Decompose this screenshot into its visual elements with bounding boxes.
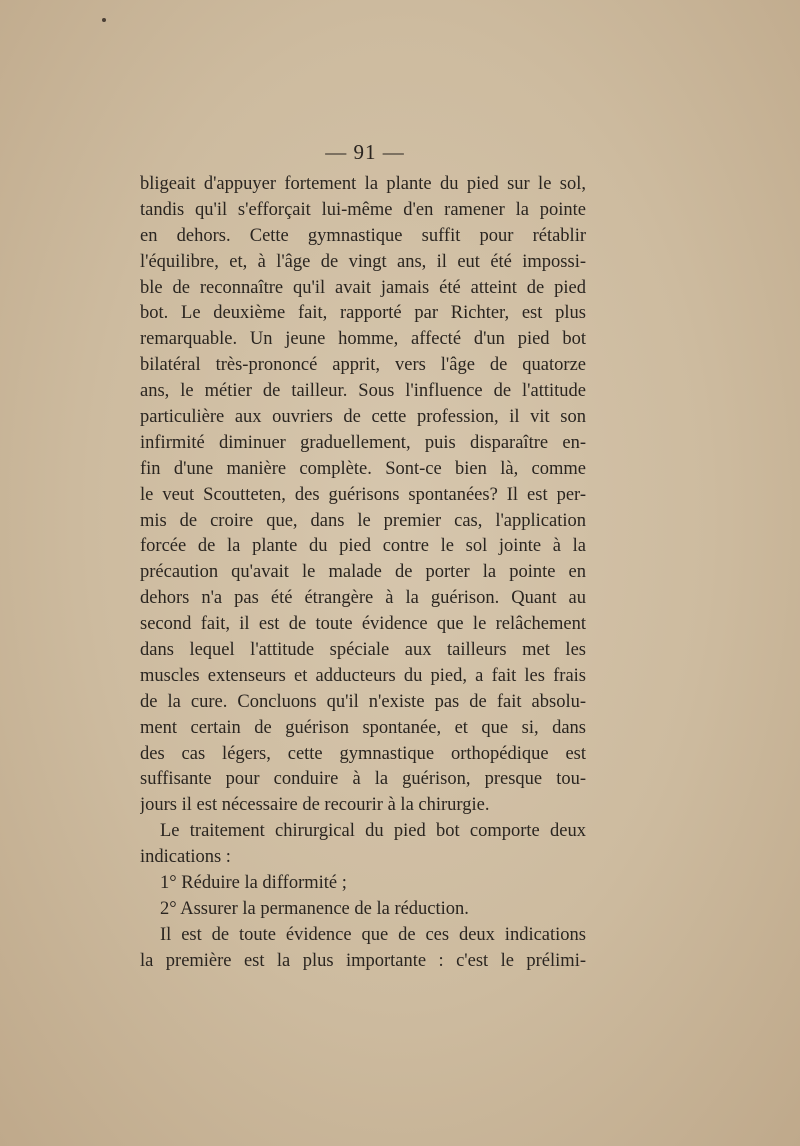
- text-line: muscles extenseurs et adducteurs du pied, a fait les frais: [140, 665, 586, 686]
- text-line: second fait, il est de toute évidence que le relâchement: [140, 614, 586, 635]
- text-line: en dehors. Cette gymnastique suffit pour rétablir: [140, 225, 586, 246]
- text-line: bilatéral très-prononcé apprit, vers l'âge de quatorze: [140, 355, 586, 376]
- text-line: précaution qu'avait le malade de porter la pointe en: [140, 562, 586, 583]
- text-line: remarquable. Un jeune homme, affecté d'un pied bot: [140, 329, 586, 350]
- text-line: tandis qu'il s'efforçait lui-même d'en ramener la pointe: [140, 199, 586, 220]
- text-line: la première est la plus importante : c'est le prélimi-: [140, 950, 586, 971]
- text-line: de la cure. Concluons qu'il n'existe pas de fait absolu-: [140, 691, 586, 712]
- text-line: ment certain de guérison spontanée, et que si, dans: [140, 717, 586, 738]
- text-line: 1° Réduire la difformité ;: [160, 873, 347, 894]
- text-line: jours il est nécessaire de recourir à la chirurgie.: [140, 795, 490, 816]
- text-line: des cas légers, cette gymnastique orthopédique est: [140, 743, 586, 764]
- text-line: Il est de toute évidence que de ces deux indications: [160, 924, 586, 945]
- text-line: fin d'une manière complète. Sont-ce bien là, comme: [140, 458, 586, 479]
- text-line: ans, le métier de tailleur. Sous l'influence de l'attitude: [140, 381, 586, 402]
- text-line: indications :: [140, 847, 231, 868]
- text-line: suffisante pour conduire à la guérison, presque tou-: [140, 769, 586, 790]
- text-line: l'équilibre, et, à l'âge de vingt ans, il eut été impossi-: [140, 251, 586, 272]
- text-line: particulière aux ouvriers de cette profession, il vit son: [140, 407, 586, 428]
- text-line: ble de reconnaître qu'il avait jamais été atteint de pied: [140, 277, 586, 298]
- text-line: mis de croire que, dans le premier cas, l'application: [140, 510, 586, 531]
- text-line: 2° Assurer la permanence de la réduction.: [160, 898, 469, 919]
- text-line: infirmité diminuer graduellement, puis disparaître en-: [140, 432, 586, 453]
- text-line: dehors n'a pas été étrangère à la guérison. Quant au: [140, 588, 586, 609]
- text-line: bligeait d'appuyer fortement la plante du pied sur le sol,: [140, 174, 586, 194]
- text-line: bot. Le deuxième fait, rapporté par Richter, est plus: [140, 303, 586, 324]
- paper-speck: [102, 18, 106, 22]
- text-line: dans lequel l'attitude spéciale aux tailleurs met les: [140, 640, 586, 661]
- text-line: Le traitement chirurgical du pied bot comporte deux: [160, 821, 586, 842]
- text-line: forcée de la plante du pied contre le sol jointe à la: [140, 536, 586, 557]
- page-number: — 91 —: [325, 140, 405, 164]
- text-line: le veut Scoutteten, des guérisons spontanées? Il est per-: [140, 484, 586, 505]
- body-text: [140, 172, 586, 975]
